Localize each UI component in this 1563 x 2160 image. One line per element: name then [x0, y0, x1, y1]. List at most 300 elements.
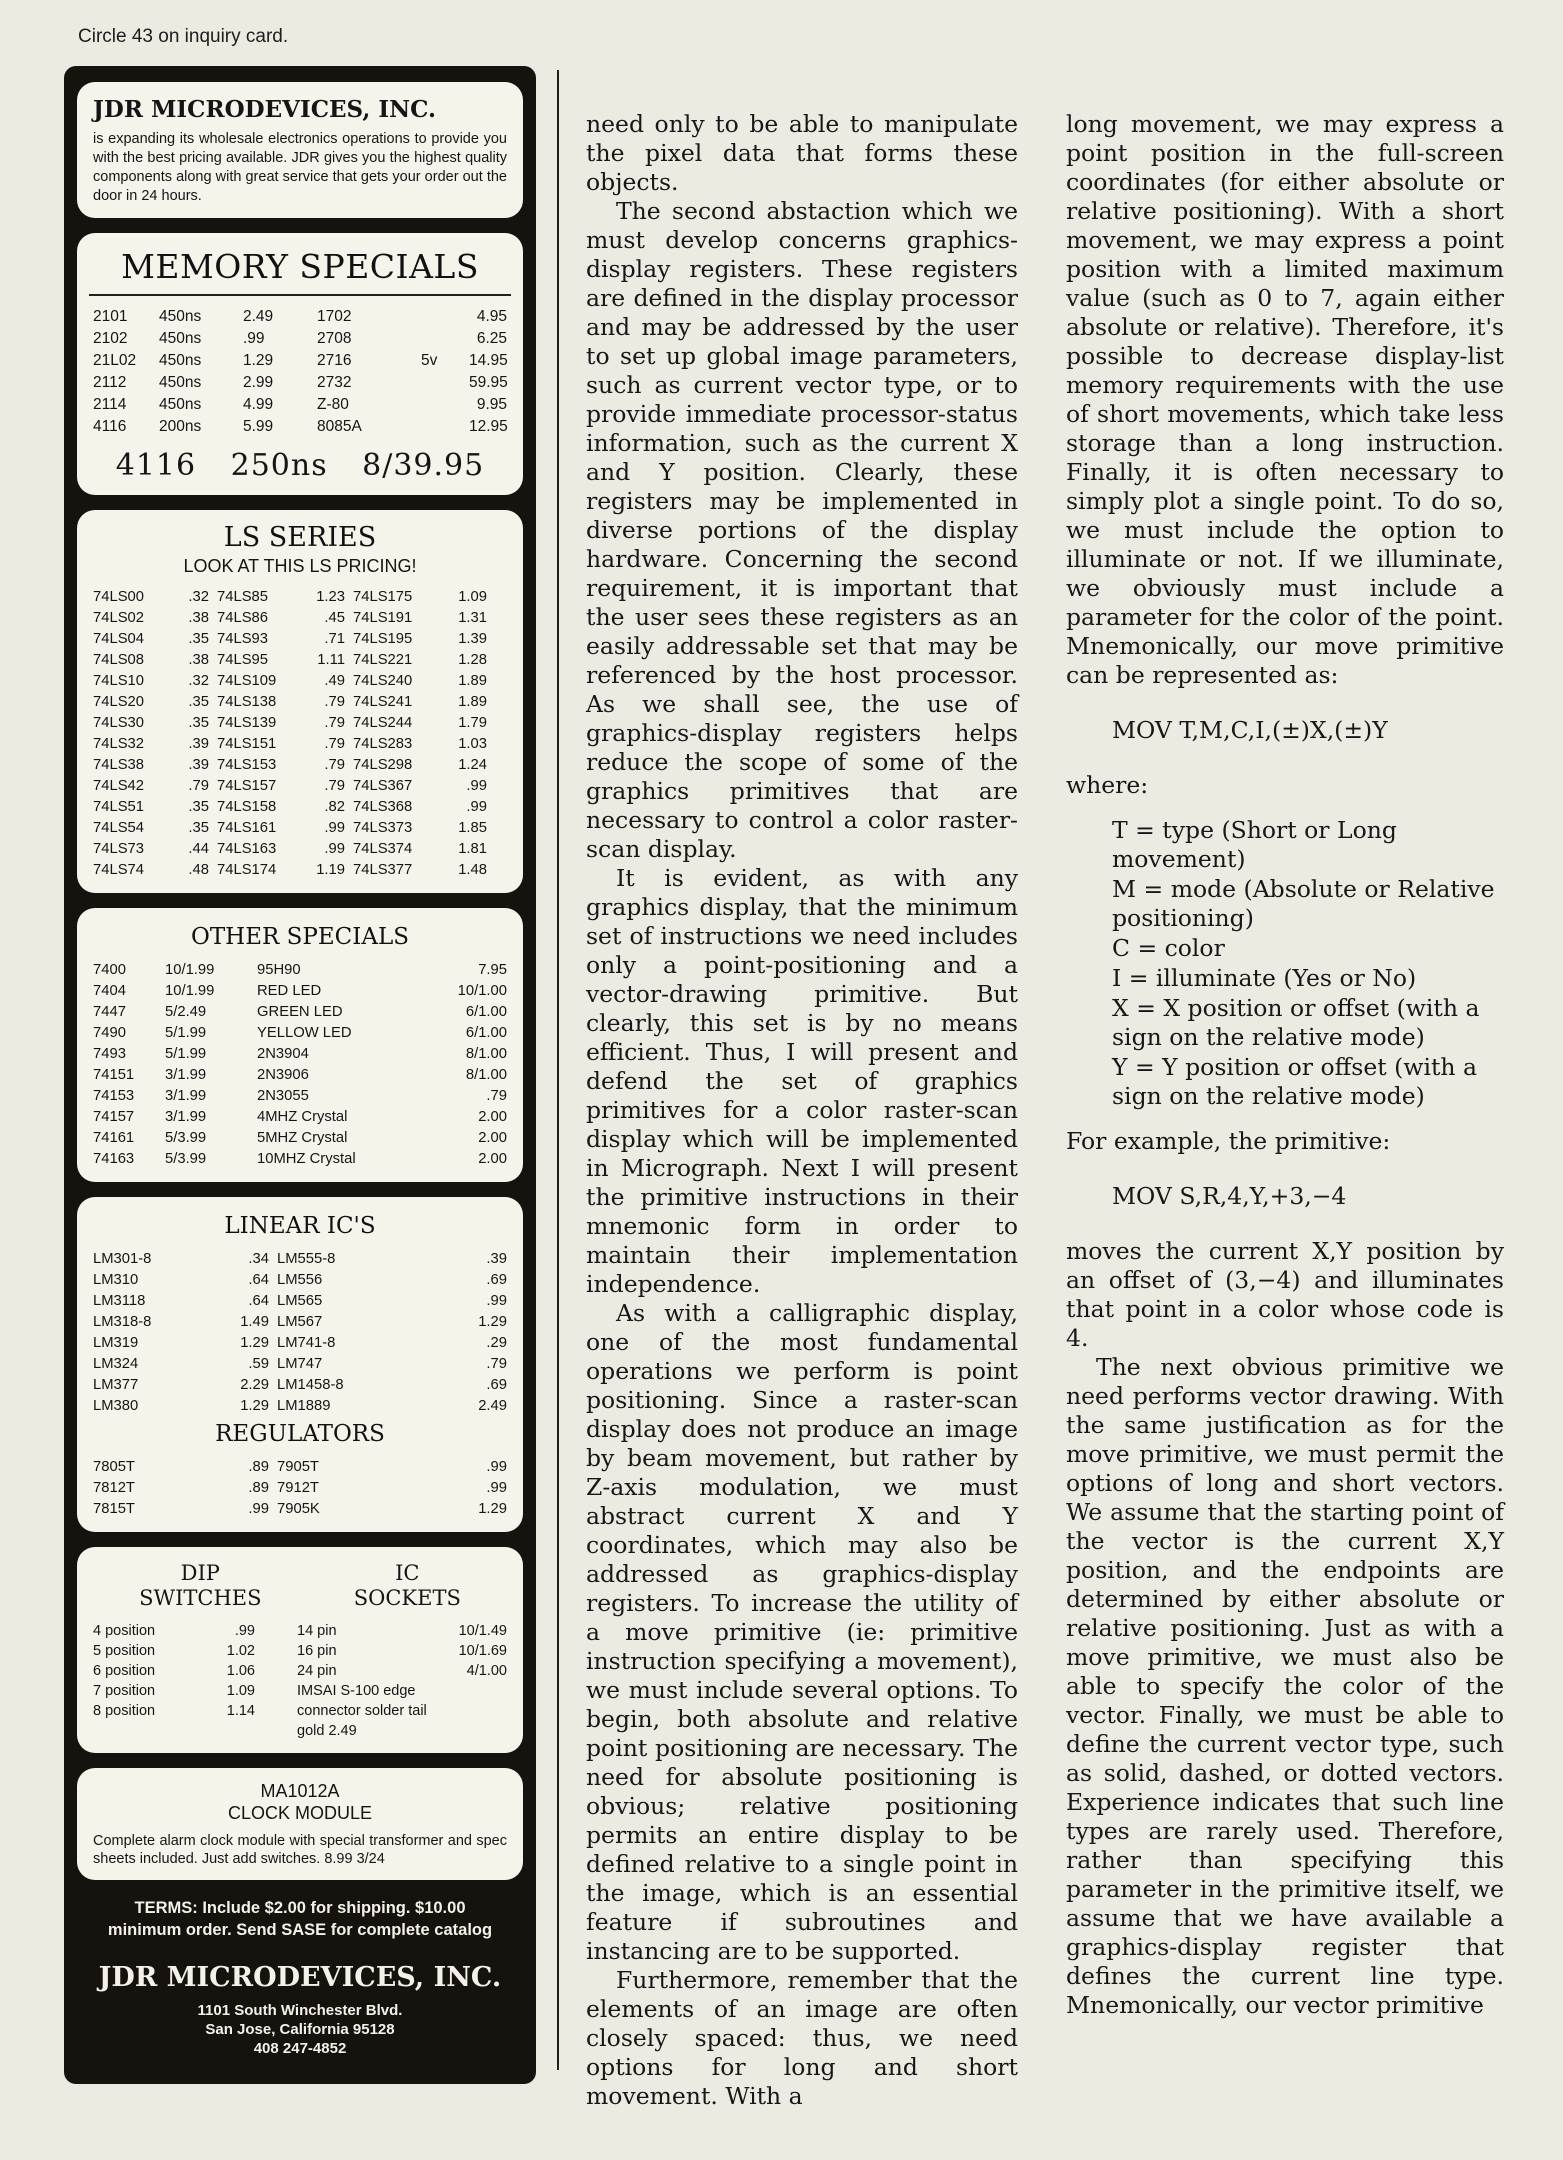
table-row — [93, 1375, 507, 1396]
article-block-p: need only to be able to manipulate the pixel data that forms these objects. — [586, 110, 1018, 196]
table-cell: 2N3055 — [257, 1088, 309, 1104]
table-cell: .89 — [248, 1480, 269, 1496]
clock-module-body: Complete alarm clock module with special transformer and spec sheets included. Just add switches. 8.99 3/24 — [93, 1833, 507, 1867]
table-cell: LM747 — [277, 1356, 323, 1372]
table-cell: 7400 — [93, 962, 126, 978]
table-cell: 3/1.99 — [165, 1109, 207, 1125]
table-row — [93, 306, 507, 328]
table-cell: .39 — [188, 736, 209, 752]
table-cell: .99 — [466, 778, 487, 794]
table-cell: 5/1.99 — [165, 1025, 207, 1041]
table-cell: .99 — [486, 1293, 507, 1309]
table-cell: 74153 — [93, 1088, 135, 1104]
table-cell: .99 — [248, 1501, 269, 1517]
table-row — [93, 1270, 507, 1291]
table-cell: 74LS161 — [217, 820, 277, 836]
table-cell: .99 — [324, 820, 345, 836]
table-cell: GREEN LED — [257, 1004, 343, 1020]
table-cell: .29 — [486, 1335, 507, 1351]
ic-title-line2: SOCKETS — [353, 1586, 461, 1610]
table-cell: 74161 — [93, 1130, 135, 1146]
table-cell: 74LS42 — [93, 778, 145, 794]
table-cell: .45 — [324, 610, 345, 626]
table-cell: 74LS10 — [93, 673, 145, 689]
table-row — [93, 328, 507, 350]
table-cell: 74LS00 — [93, 589, 145, 605]
table-cell: 74LS374 — [353, 841, 413, 857]
table-cell: 5.99 — [243, 418, 274, 435]
table-cell: connector solder tail — [297, 1703, 427, 1719]
table-cell: .99 — [486, 1480, 507, 1496]
article-block-pi: It is evident, as with any graphics display, that the minimum set of instructions we need includes only a point-positioning and a vector-drawing primitive. But clearly, this set is by no means efficient. Thus, I will present and defend the set of graphics primitives for a color raster-scan display which will be implemented in Micrograph. Next I will present the primitive instructions in their mnemonic form in order to maintain their implementation independence. — [586, 864, 1018, 1298]
article-block-fx: MOV S,R,4,Y,+3,−4 — [1112, 1182, 1347, 1210]
table-cell: .69 — [486, 1272, 507, 1288]
table-cell: 74LS151 — [217, 736, 277, 752]
table-cell: 450ns — [159, 330, 202, 347]
table-cell: 74LS368 — [353, 799, 413, 815]
inquiry-note: Circle 43 on inquiry card. — [78, 26, 289, 47]
table-cell: .79 — [324, 694, 345, 710]
table-cell: .35 — [188, 820, 209, 836]
terms-section — [77, 1895, 523, 1943]
table-cell: LM318-8 — [93, 1314, 152, 1330]
table-row — [93, 1621, 507, 1641]
table-cell: 450ns — [159, 308, 202, 325]
dip-title-line2: SWITCHES — [139, 1586, 262, 1610]
table-cell: 74LS158 — [217, 799, 277, 815]
table-row — [93, 1044, 507, 1065]
terms-text: Include $2.00 for shipping. $10.00 minimum order. Send SASE for complete catalog — [107, 1899, 493, 1939]
table-row — [93, 1457, 507, 1478]
table-row — [93, 629, 507, 650]
table-cell: 2101 — [93, 308, 128, 325]
table-cell — [421, 306, 461, 328]
table-cell: 8 position — [93, 1703, 156, 1719]
table-cell: LM565 — [277, 1293, 323, 1309]
memory-specials-box — [77, 233, 523, 495]
dip-title-line1: DIP — [180, 1561, 220, 1585]
ad-footer — [77, 1958, 523, 2068]
table-cell: .79 — [324, 736, 345, 752]
ls-series-table — [93, 587, 507, 881]
table-cell: 2.00 — [478, 1130, 507, 1146]
table-cell: .89 — [248, 1459, 269, 1475]
table-cell: 74LS73 — [93, 841, 145, 857]
other-specials-title: OTHER SPECIALS — [190, 924, 410, 950]
table-cell: 74LS195 — [353, 631, 413, 647]
table-cell: .99 — [234, 1623, 255, 1639]
table-cell: 3/1.99 — [165, 1088, 207, 1104]
table-cell: 1.79 — [458, 715, 487, 731]
ad-footer-address-1: 1101 South Winchester Blvd. — [197, 2002, 403, 2019]
table-cell: 2716 — [317, 352, 352, 369]
table-cell: 1.31 — [458, 610, 487, 626]
table-cell: 1.14 — [226, 1703, 255, 1719]
table-cell: LM310 — [93, 1272, 139, 1288]
table-cell: 74LS138 — [217, 694, 277, 710]
table-cell: 74LS283 — [353, 736, 413, 752]
table-row — [93, 1149, 507, 1170]
table-cell: .64 — [248, 1293, 269, 1309]
ls-pricing-tagline: LOOK AT THIS LS PRICING! — [183, 556, 417, 576]
table-cell: 74LS153 — [217, 757, 277, 773]
table-cell — [421, 328, 461, 350]
table-row — [93, 1396, 507, 1417]
table-cell: 7812T — [93, 1480, 135, 1496]
table-cell: 1.06 — [226, 1663, 255, 1679]
article-block-def: X = X position or offset (with a sign on the relative mode) — [1112, 994, 1480, 1051]
table-row — [93, 1023, 507, 1044]
table-row — [93, 1333, 507, 1354]
table-cell: 7815T — [93, 1501, 135, 1517]
table-cell: 7447 — [93, 1004, 126, 1020]
table-cell: LM556 — [277, 1272, 323, 1288]
table-cell: 74LS95 — [217, 652, 269, 668]
memory-specials-title: MEMORY SPECIALS — [89, 247, 511, 296]
table-cell: .79 — [324, 715, 345, 731]
table-cell: YELLOW LED — [257, 1025, 352, 1041]
dip-ic-titles — [93, 1561, 507, 1611]
table-cell: 7805T — [93, 1459, 135, 1475]
table-cell: 5/2.49 — [165, 1004, 207, 1020]
article-column-2 — [1066, 110, 1504, 2020]
table-cell: 1.11 — [317, 652, 345, 668]
table-cell: 450ns — [159, 396, 202, 413]
table-cell: 1.29 — [240, 1398, 269, 1414]
table-cell — [93, 1721, 193, 1741]
table-cell: Z-80 — [317, 396, 349, 413]
article-block-p: long movement, we may express a point position in the full-screen coordinates (for either absolute or relative positioning). With a short movement, we may express a point position with a limited maximum value (such as 0 to 7, again either absolute or relative). Therefore, it's possible to decrease display-list memory requirements with the use of short movements, which take less storage than a long instruction. Finally, it is often necessary to simply plot a single point. To do so, we must include the option to illuminate or not. If we illuminate, we obviously must include a parameter for the color of the point. Mnemonically, our move primitive can be represented as: — [1066, 110, 1504, 689]
table-cell: 1.19 — [316, 862, 345, 878]
table-cell: 74LS244 — [353, 715, 413, 731]
ad-header-text: is expanding its wholesale electronics operations to provide you with the best pricing available. JDR gives you the highest quality components along with great service that gets your order out the door in 24 hours. — [93, 131, 507, 204]
table-cell: 1.49 — [240, 1314, 269, 1330]
table-cell: 7404 — [93, 983, 126, 999]
table-cell: 74LS93 — [217, 631, 269, 647]
table-cell: .32 — [188, 673, 209, 689]
table-cell: 95H90 — [257, 962, 301, 978]
terms-label: TERMS: — [134, 1899, 198, 1917]
table-cell: 74LS139 — [217, 715, 277, 731]
table-cell: 5MHZ Crystal — [257, 1130, 348, 1146]
table-cell: .35 — [188, 694, 209, 710]
table-cell: 7 position — [93, 1683, 156, 1699]
ls-series-box — [77, 510, 523, 893]
table-cell: .69 — [486, 1377, 507, 1393]
table-row — [93, 1478, 507, 1499]
table-row — [93, 1661, 507, 1681]
table-cell: 1.29 — [478, 1314, 507, 1330]
table-cell: 2.49 — [243, 308, 274, 325]
table-row — [93, 1107, 507, 1128]
table-cell: 74LS157 — [217, 778, 277, 794]
table-cell: 1.24 — [458, 757, 487, 773]
table-cell: .79 — [486, 1356, 507, 1372]
table-cell: 21L02 — [93, 352, 137, 369]
table-cell: .38 — [188, 610, 209, 626]
table-cell: 6/1.00 — [465, 1025, 507, 1041]
ls-series-title: LS SERIES — [223, 522, 377, 553]
table-cell: 4.95 — [476, 308, 507, 325]
article-block-sub: For example, the primitive: — [1066, 1127, 1391, 1155]
article-block-def: Y = Y position or offset (with a sign on the relative mode) — [1112, 1053, 1478, 1110]
table-row — [93, 692, 507, 713]
table-cell: .49 — [324, 673, 345, 689]
table-cell: 74LS298 — [353, 757, 413, 773]
article-block-def: I = illuminate (Yes or No) — [1112, 964, 1417, 992]
table-cell: gold 2.49 — [297, 1723, 357, 1739]
regulators-title: REGULATORS — [215, 1421, 385, 1447]
article-block-pi: The next obvious primitive we need performs vector drawing. With the same justification as for the move primitive, we must permit the options of long and short vectors. We assume that the starting point of the vector is the current X,Y position, and the endpoints are determined by either absolute or relative positioning. Just as with a move primitive, we must also be able to specify the color of the vector. Finally, we must be able to define the current vector type, such as solid, dashed, or dotted vectors. Experience indicates that such line types are rarely used. Therefore, rather than specifying this parameter in the primitive itself, we assume that we have available a graphics-display register that defines the current line type. Mnemonically, our vector primitive — [1066, 1353, 1504, 2019]
table-cell: 4MHZ Crystal — [257, 1109, 348, 1125]
table-cell: .79 — [324, 757, 345, 773]
table-cell: .35 — [188, 799, 209, 815]
table-cell: 5/3.99 — [165, 1151, 207, 1167]
memory-specials-table — [93, 306, 507, 438]
table-cell: 7493 — [93, 1046, 126, 1062]
table-row — [93, 1312, 507, 1333]
table-cell: RED LED — [257, 983, 322, 999]
ad-footer-name: JDR MICRODEVICES, INC. — [98, 1962, 502, 1993]
table-cell: 12.95 — [469, 418, 508, 435]
table-cell: .35 — [188, 715, 209, 731]
table-cell: 6/1.00 — [465, 1004, 507, 1020]
table-cell: 8/1.00 — [465, 1067, 507, 1083]
table-row — [93, 394, 507, 416]
article-column-1 — [586, 110, 1018, 2111]
table-cell: 1.89 — [458, 673, 487, 689]
table-row — [93, 1681, 507, 1701]
other-specials-table — [93, 960, 507, 1170]
table-cell: .79 — [486, 1088, 507, 1104]
table-cell: 2112 — [93, 374, 127, 391]
article-block-sub: where: — [1066, 771, 1149, 799]
table-cell: 1.02 — [226, 1643, 255, 1659]
table-cell: 2102 — [93, 330, 128, 347]
table-cell: 74LS30 — [93, 715, 145, 731]
table-row — [93, 776, 507, 797]
table-cell: .32 — [188, 589, 209, 605]
table-cell: 2.99 — [243, 374, 274, 391]
table-cell: 10MHZ Crystal — [257, 1151, 356, 1167]
table-cell: 74LS377 — [353, 862, 413, 878]
table-row — [93, 650, 507, 671]
table-cell: .99 — [324, 841, 345, 857]
table-row — [93, 960, 507, 981]
table-cell: .71 — [324, 631, 345, 647]
table-cell: .99 — [466, 799, 487, 815]
table-cell: LM324 — [93, 1356, 139, 1372]
dip-switches-title — [139, 1561, 261, 1611]
table-cell — [421, 372, 461, 394]
table-cell: 74LS51 — [93, 799, 145, 815]
table-cell: 14.95 — [469, 352, 508, 369]
table-cell — [435, 1701, 509, 1721]
table-cell: 6 position — [93, 1663, 156, 1679]
table-cell: 74LS86 — [217, 610, 269, 626]
table-row — [93, 1249, 507, 1270]
table-cell: 1.39 — [458, 631, 487, 647]
table-cell: 7912T — [277, 1480, 319, 1496]
article-block-p: moves the current X,Y position by an offset of (3,−4) and illuminates that point in a color whose code is 4. — [1066, 1237, 1504, 1352]
table-cell: 1.09 — [226, 1683, 255, 1699]
table-cell: 2.00 — [478, 1109, 507, 1125]
table-row — [93, 734, 507, 755]
table-cell: 5/1.99 — [165, 1046, 207, 1062]
table-cell: 59.95 — [469, 374, 508, 391]
table-cell: 1.81 — [458, 841, 487, 857]
table-cell: 74LS221 — [353, 652, 413, 668]
table-cell: 10/1.99 — [165, 962, 215, 978]
table-cell: 2708 — [317, 330, 352, 347]
table-cell: .82 — [324, 799, 345, 815]
table-cell: 10/1.49 — [458, 1623, 507, 1639]
ad-footer-phone: 408 247-4852 — [253, 2040, 347, 2057]
table-cell: 4116 — [93, 418, 127, 435]
table-row — [93, 1499, 507, 1520]
table-row — [93, 1721, 507, 1741]
table-cell: LM741-8 — [277, 1335, 336, 1351]
table-cell: 450ns — [159, 352, 202, 369]
jdr-ad — [64, 66, 536, 2084]
table-cell: LM1458-8 — [277, 1377, 344, 1393]
table-cell: 74LS20 — [93, 694, 145, 710]
clock-module-title-line1: MA1012A — [260, 1781, 340, 1801]
table-cell: 74163 — [93, 1151, 135, 1167]
table-row — [93, 1641, 507, 1661]
dip-ic-box — [77, 1547, 523, 1753]
table-cell: LM319 — [93, 1335, 139, 1351]
table-cell: 16 pin — [297, 1643, 337, 1659]
table-cell: .44 — [188, 841, 209, 857]
table-cell: LM301-8 — [93, 1251, 152, 1267]
table-cell: 74157 — [93, 1109, 135, 1125]
table-cell: .39 — [486, 1251, 507, 1267]
clock-module-title-line2: CLOCK MODULE — [227, 1803, 373, 1823]
table-cell: 2N3906 — [257, 1067, 309, 1083]
table-cell — [433, 1721, 507, 1741]
table-cell — [433, 1681, 507, 1701]
ic-sockets-title — [354, 1561, 461, 1611]
table-cell: 74LS74 — [93, 862, 145, 878]
table-cell: .64 — [248, 1272, 269, 1288]
table-row — [93, 1086, 507, 1107]
table-cell: LM377 — [93, 1377, 139, 1393]
ad-header-box — [77, 82, 523, 218]
table-cell: LM567 — [277, 1314, 323, 1330]
article-block-def: C = color — [1112, 934, 1225, 962]
linear-ics-title: LINEAR IC'S — [224, 1213, 376, 1239]
table-row — [93, 797, 507, 818]
column-divider — [557, 70, 559, 2070]
table-cell: .79 — [324, 778, 345, 794]
article-block-def: M = mode (Absolute or Relative positioning) — [1112, 875, 1495, 932]
table-cell: 1.09 — [458, 589, 487, 605]
table-row — [93, 1701, 507, 1721]
table-row — [93, 350, 507, 372]
table-row — [93, 1065, 507, 1086]
article-block-pi: Furthermore, remember that the elements of an image are often closely spaced: thus, we need options for long and short movement. With a — [586, 1966, 1018, 2110]
table-cell: .35 — [188, 631, 209, 647]
table-cell: .48 — [188, 862, 209, 878]
table-cell: 5v — [421, 352, 438, 369]
memory-banner: 4116 250ns 8/39.95 — [115, 448, 485, 483]
table-row — [93, 860, 507, 881]
table-cell: 2N3904 — [257, 1046, 309, 1062]
table-cell: 1.23 — [316, 589, 345, 605]
other-specials-box — [77, 908, 523, 1182]
table-row — [93, 587, 507, 608]
table-cell: 1.29 — [478, 1501, 507, 1517]
table-cell: 450ns — [159, 374, 202, 391]
table-cell: 74LS109 — [217, 673, 277, 689]
table-cell: LM555-8 — [277, 1251, 336, 1267]
table-cell: 74LS174 — [217, 862, 277, 878]
table-cell: 74151 — [93, 1067, 135, 1083]
table-cell: 74LS373 — [353, 820, 413, 836]
table-row — [93, 671, 507, 692]
table-row — [93, 981, 507, 1002]
table-row — [93, 1291, 507, 1312]
article-block-fx: MOV T,M,C,I,(±)X,(±)Y — [1112, 716, 1388, 744]
table-cell: 10/1.00 — [457, 983, 507, 999]
table-cell: 200ns — [159, 418, 202, 435]
table-row — [93, 1354, 507, 1375]
table-cell: 4/1.00 — [466, 1663, 507, 1679]
table-cell: 6.25 — [476, 330, 507, 347]
table-cell: 74LS32 — [93, 736, 145, 752]
table-cell — [421, 394, 461, 416]
table-cell: 10/1.69 — [458, 1643, 507, 1659]
table-cell: LM3118 — [93, 1293, 146, 1309]
table-cell: .34 — [248, 1251, 269, 1267]
table-row — [93, 608, 507, 629]
table-cell: 1.03 — [458, 736, 487, 752]
regulators-table — [93, 1457, 507, 1520]
article-block-pi: As with a calligraphic display, one of the most fundamental operations we perform is point positioning. Since a raster-scan display does not produce an image by beam movement, but rather by Z-axis modulation, we must abstract current X and Y coordinates, which may also be addressed as graphics-display registers. To increase the utility of a move primitive (ie: primitive instruction specifying a movement), we must include several options. To begin, both absolute and relative point positioning are necessary. The need for absolute positioning is obvious; relative positioning permits an entire display to be defined relative to a single point in the image, which is an essential feature if subroutines and instancing are to be supported. — [586, 1299, 1018, 1965]
table-cell: 1.29 — [243, 352, 274, 369]
table-cell: 5/3.99 — [165, 1130, 207, 1146]
table-cell — [421, 416, 461, 438]
table-cell: 4 position — [93, 1623, 156, 1639]
table-row — [93, 839, 507, 860]
table-cell: 14 pin — [297, 1623, 337, 1639]
table-cell: 8/1.00 — [465, 1046, 507, 1062]
table-cell: 74LS38 — [93, 757, 145, 773]
table-cell: 5 position — [93, 1643, 156, 1659]
table-cell: 9.95 — [476, 396, 507, 413]
table-cell: 74LS163 — [217, 841, 277, 857]
table-cell: 74LS367 — [353, 778, 413, 794]
table-cell: 2732 — [317, 374, 352, 391]
table-cell: 24 pin — [297, 1663, 337, 1679]
table-cell: .99 — [243, 330, 265, 347]
table-cell: LM1889 — [277, 1398, 331, 1414]
table-cell: .99 — [486, 1459, 507, 1475]
clock-module-box — [77, 1768, 523, 1880]
dip-ic-table — [93, 1621, 507, 1741]
table-cell: 1702 — [317, 308, 352, 325]
table-cell: 74LS175 — [353, 589, 413, 605]
ad-company-name: JDR MICRODEVICES, INC. — [93, 96, 437, 123]
table-cell: 1.48 — [458, 862, 487, 878]
table-cell: 74LS54 — [93, 820, 145, 836]
table-cell: 2.00 — [478, 1151, 507, 1167]
table-cell: 74LS08 — [93, 652, 145, 668]
table-cell: 7905K — [277, 1501, 320, 1517]
table-row — [93, 372, 507, 394]
article-block-pi: The second abstaction which we must develop concerns graphics-display registers. These registers are defined in the display processor and may be addressed by the user to set up global image parameters, such as current vector type, or to provide immediate processor-status information, such as the current X and Y position. Clearly, these registers may be implemented in diverse portions of the display hardware. Concerning the second requirement, it is important that the user sees these registers as an easily addressable set that may be referenced by the host processor. As we shall see, the use of graphics-display registers helps reduce the scope of some of the graphics primitives that are necessary to control a color raster-scan display. — [586, 197, 1018, 863]
